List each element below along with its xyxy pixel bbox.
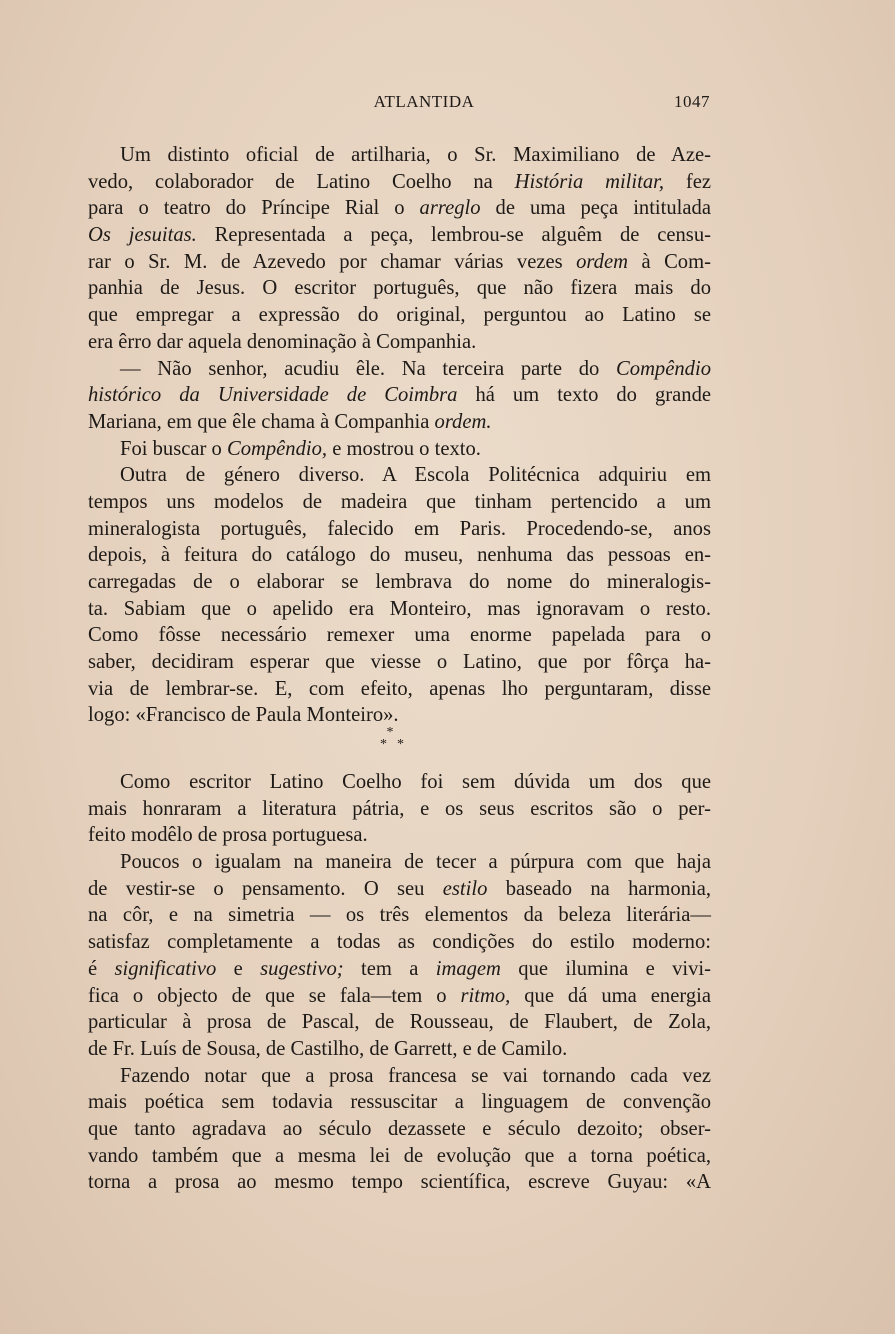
text-line: que empregar a expressão do original, perguntou ao Latino se [88, 304, 711, 327]
text-line: Outra de género diverso. A Escola Politécnica adquiriu em [120, 464, 711, 487]
asterism-top-star: * [386, 725, 394, 740]
text-line: Como escritor Latino Coelho foi sem dúvida um dos que [120, 771, 711, 793]
text-line: depois, à feitura do catálogo do museu, nenhuma das pessoas en- [88, 544, 711, 567]
text-line: fica o objecto de que se fala—tem o ritmo, que dá uma energia [88, 984, 711, 1007]
text-line: satisfaz completamente a todas as condições do estilo moderno: [88, 931, 711, 954]
text-line: vando também que a mesma lei de evolução que a torna poética, [88, 1144, 711, 1167]
text-line: é significativo e sugestivo; tem a imagem que ilumina e vivi- [88, 957, 712, 980]
text-line: torna a prosa ao mesmo tempo scientífica, escreve Guyau: «A [88, 1171, 711, 1194]
text-line: rar o Sr. M. de Azevedo por chamar várias vezes ordem à Com- [88, 250, 711, 273]
text-line: Poucos o igualam na maneira de tecer a púrpura com que haja [120, 851, 711, 874]
text-line: logo: «Francisco de Paula Monteiro». [88, 704, 399, 727]
running-head [118, 92, 710, 120]
text-block-anecdotes [88, 142, 711, 729]
text-line: mais honraram a literatura pátria, e os seus escritos são o per- [88, 797, 711, 820]
text-line: vedo, colaborador de Latino Coelho na História militar, fez [88, 170, 711, 193]
text-line: via de lembrar-se. E, com efeito, apenas lho perguntaram, disse [88, 677, 711, 700]
text-line: carregadas de o elaborar se lembrava do nome do mineralogis- [88, 571, 711, 593]
asterism-bottom-stars: ** [380, 737, 414, 752]
text-line: Mariana, em que êle chama à Companhia ordem. [88, 410, 492, 433]
text-line: particular à prosa de Pascal, de Rousseau, de Flaubert, de Zola, [88, 1011, 711, 1034]
text-line: Os jesuitas. Representada a peça, lembrou-se alguêm de censu- [88, 224, 711, 247]
text-line: de Fr. Luís de Sousa, de Castilho, de Garrett, e de Camilo. [88, 1037, 568, 1060]
text-line: mais poética sem todavia ressuscitar a linguagem de convenção [88, 1091, 711, 1114]
text-line: Um distinto oficial de artilharia, o Sr. Maximiliano de Aze- [120, 144, 711, 166]
text-line: saber, decidiram esperar que viesse o Latino, que por fôrça ha- [88, 651, 711, 674]
text-line: de vestir-se o pensamento. O seu estilo baseado na harmonia, [88, 877, 711, 900]
text-line: Fazendo notar que a prosa francesa se vai tornando cada vez [120, 1064, 711, 1087]
text-line: Foi buscar o Compêndio, e mostrou o texto. [120, 437, 481, 460]
page-number: 1047 [674, 92, 710, 111]
running-title: ATLANTIDA [373, 92, 475, 111]
text-line: para o teatro do Príncipe Rial o arreglo de uma peça intitulada [88, 197, 711, 220]
text-line: mineralogista português, falecido em Paris. Procedendo-se, anos [88, 517, 711, 540]
text-line: panhia de Jesus. O escritor português, que não fizera mais do [88, 277, 711, 300]
text-line: feito modêlo de prosa portuguesa. [88, 824, 368, 847]
text-line: histórico da Universidade de Coimbra há um texto do grande [88, 384, 712, 407]
text-block-style [88, 769, 711, 1196]
text-line: na côr, e na simetria — os três elementos da beleza literária— [88, 904, 711, 927]
text-line: era êrro dar aquela denominação à Companhia. [88, 330, 477, 353]
text-line: tempos uns modelos de madeira que tinham pertencido a um [88, 490, 711, 513]
text-line: que tanto agradava ao século dezassete e século dezoito; obser- [88, 1117, 711, 1140]
text-line: Como fôsse necessário remexer uma enorme papelada para o [88, 624, 711, 647]
asterism-divider [370, 725, 414, 756]
text-line: — Não senhor, acudiu êle. Na terceira parte do Compêndio [120, 357, 711, 380]
text-line: ta. Sabiam que o apelido era Monteiro, mas ignoravam o resto. [88, 597, 711, 620]
